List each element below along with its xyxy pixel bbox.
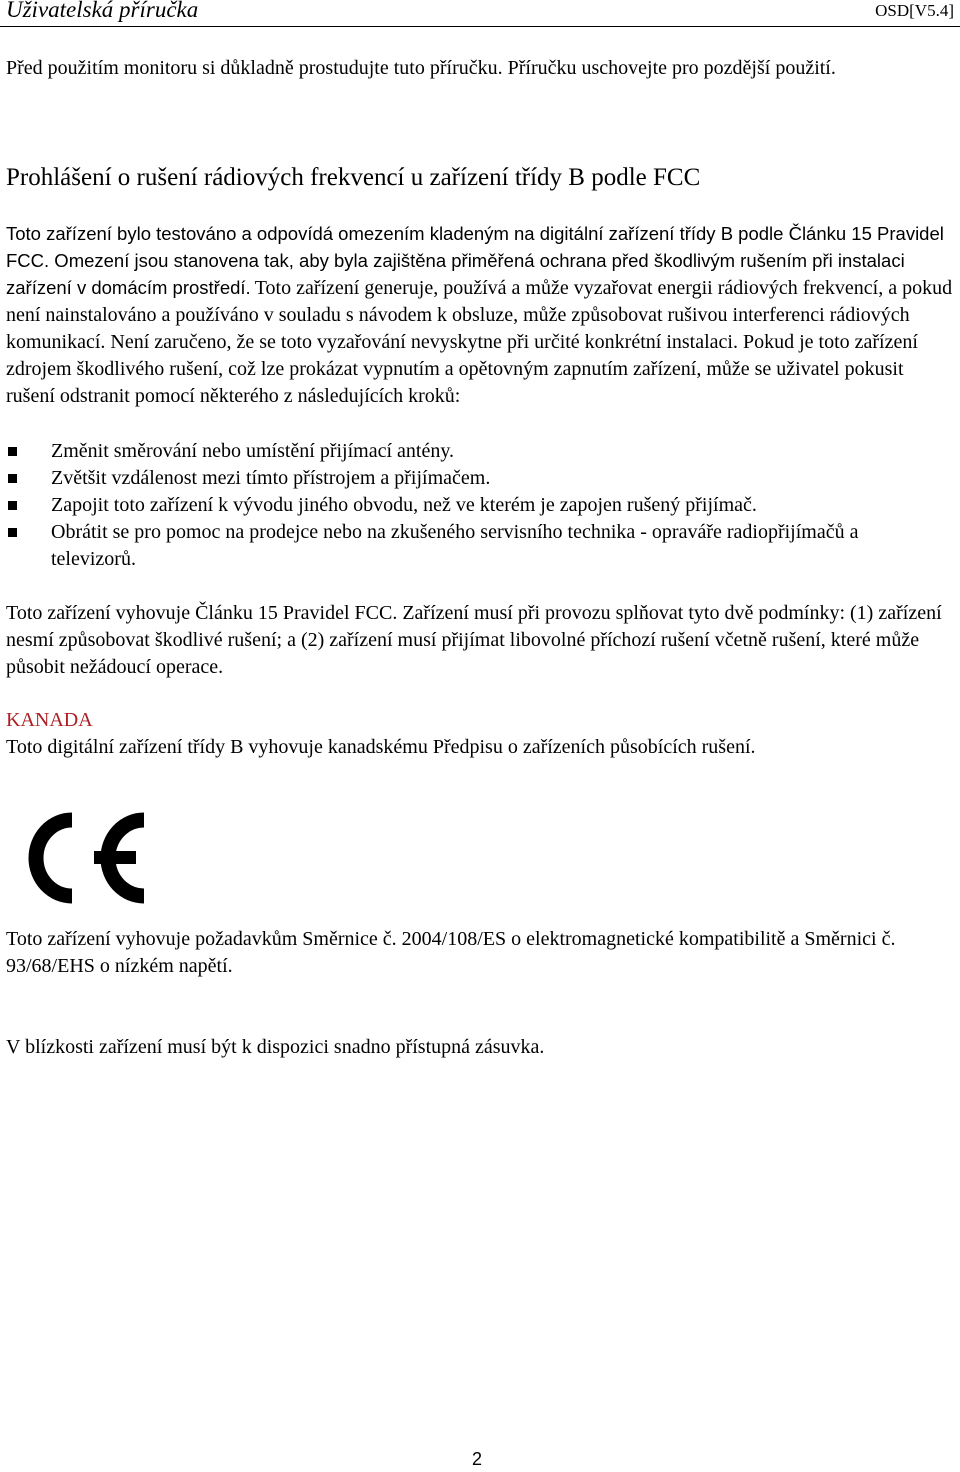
list-item-text: Zvětšit vzdálenost mezi tímto přístrojem a přijímačem. [51, 467, 491, 489]
fcc-paragraph [6, 220, 956, 410]
fcc-heading: Prohlášení o rušení rádiových frekvencí u zařízení třídy B podle FCC [6, 164, 701, 191]
fcc-paragraph-sans: Toto zařízení bylo testováno a odpovídá omezením kladeným na digitální zařízení třídy B podle Článku 15 Pravidel FCC. Omezení jsou stanovena tak, aby byla zajištěna přiměřená ochrana před škodlivým rušením při instalaci zařízení v domácím prostředí. [6, 223, 944, 298]
intro-paragraph: Před použitím monitoru si důkladně prostudujte tuto příručku. Příručku uschovejte pro pozdější použití. [6, 57, 836, 79]
canada-title: KANADA [6, 709, 93, 731]
header-version: OSD[V5.4] [875, 1, 954, 20]
fcc-part15-paragraph: Toto zařízení vyhovuje Článku 15 Pravidel FCC. Zařízení musí při provozu splňovat tyto dvě podmínky: (1) zařízení nesmí způsobovat škodlivé rušení; a (2) zařízení musí přijímat libovolné příchozí rušení včetně rušení, které může působit nežádoucí operace. [6, 602, 942, 678]
canada-paragraph: Toto digitální zařízení třídy B vyhovuje kanadskému Předpisu o zařízeních působících rušení. [6, 736, 756, 758]
list-item-text: Změnit směrování nebo umístění přijímací antény. [51, 440, 455, 462]
square-bullet-icon [8, 447, 17, 456]
square-bullet-icon [8, 474, 17, 483]
page-header [0, 0, 960, 24]
list-item [6, 519, 921, 573]
fcc-paragraph-serif: Toto zařízení generuje, používá a může vyzařovat energii rádiových frekvencí, a pokud není nainstalováno a používáno v souladu s návodem k obsluze, může způsobovat rušivou interferenci rádiových komunikací. Není zaručeno, že se toto vyzařování nevyskytne při určité konkrétní instalaci. Pokud je toto zařízení zdrojem škodlivého rušení, což lze prokázat vypnutím a opětovným zapnutím zařízení, může se uživatel pokusit rušení odstranit pomocí některého z následujících kroků: [6, 277, 953, 407]
ce-mark-icon [12, 810, 148, 906]
socket-note: V blízkosti zařízení musí být k dispozici snadno přístupná zásuvka. [6, 1036, 545, 1058]
square-bullet-icon [8, 528, 17, 537]
header-divider [0, 26, 960, 27]
ce-paragraph: Toto zařízení vyhovuje požadavkům Směrnice č. 2004/108/ES o elektromagnetické kompatibilitě a Směrnici č. 93/68/EHS o nízkém napětí. [6, 928, 896, 977]
list-item [6, 465, 956, 492]
list-item [6, 438, 956, 465]
header-title: Uživatelská příručka [6, 0, 199, 22]
fcc-measures-list [6, 438, 956, 573]
list-item-text: Zapojit toto zařízení k vývodu jiného obvodu, než ve kterém je zapojen rušený přijímač. [51, 494, 757, 516]
page-number: 2 [472, 1449, 483, 1469]
square-bullet-icon [8, 501, 17, 510]
list-item-text: Obrátit se pro pomoc na prodejce nebo na zkušeného servisního technika - opraváře radiopřijímačů a televizorů. [51, 521, 859, 570]
list-item [6, 492, 956, 519]
